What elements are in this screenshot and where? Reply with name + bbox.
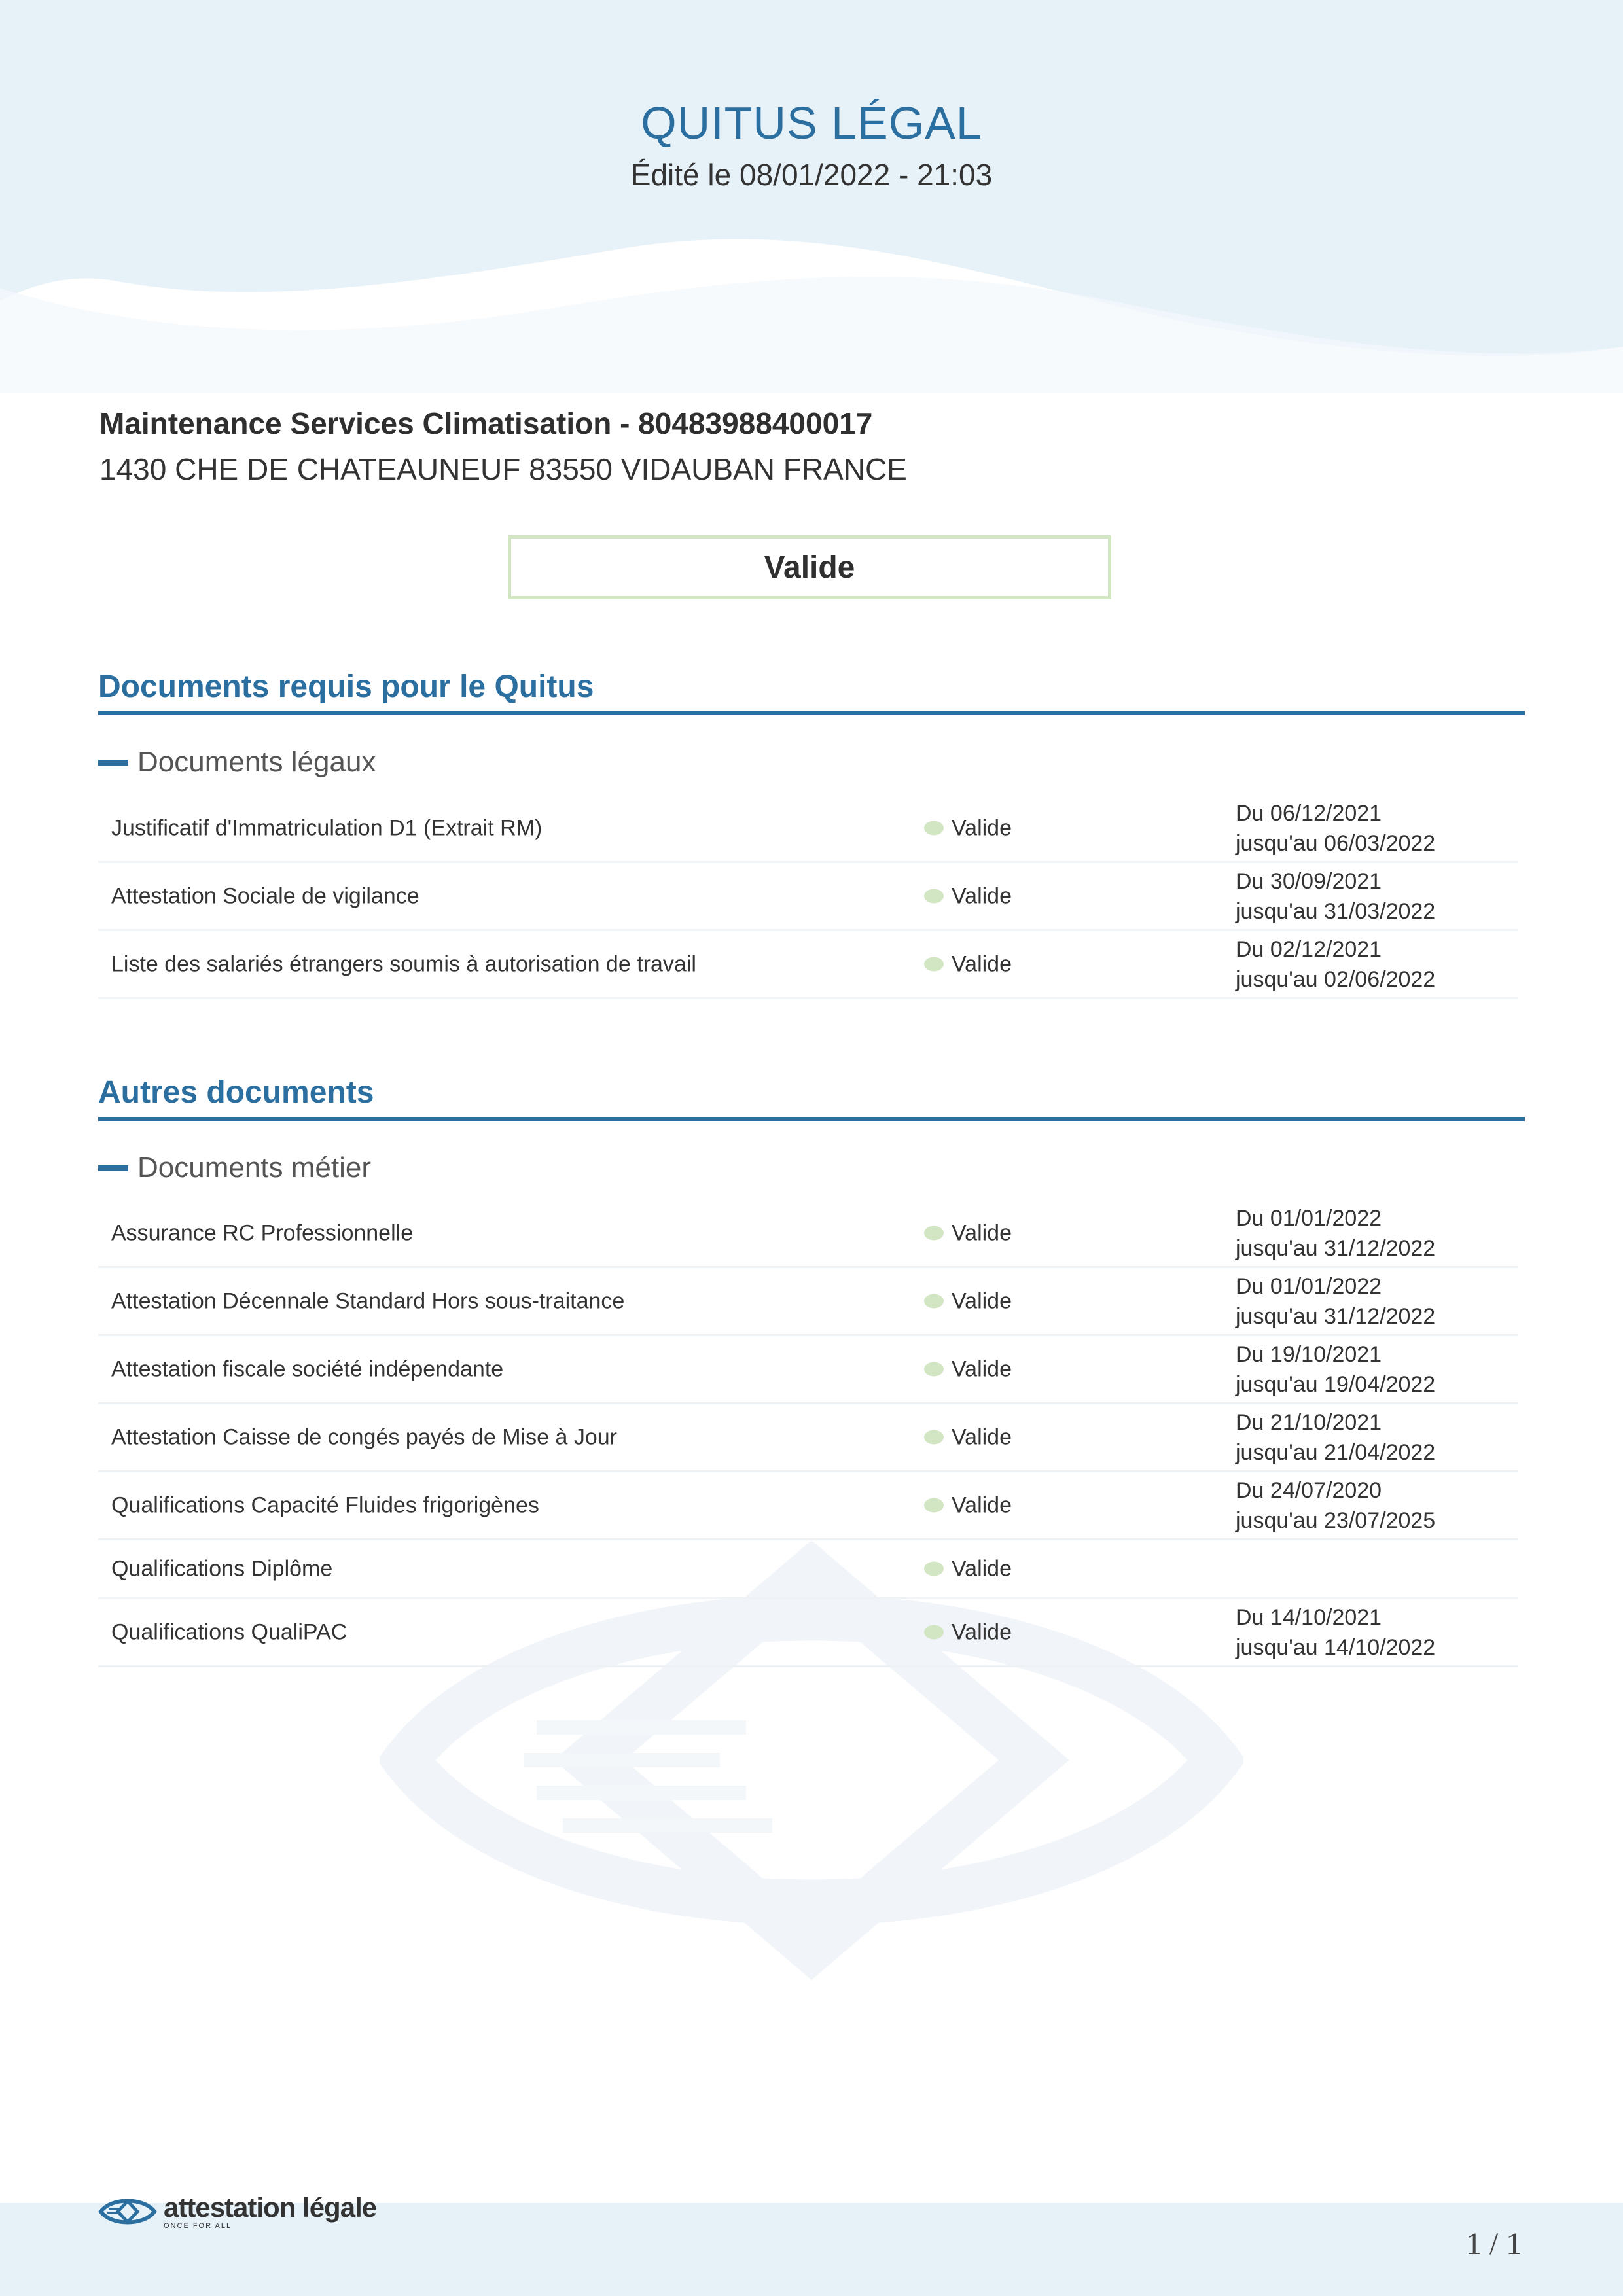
group-dash bbox=[98, 760, 128, 766]
group-title-business bbox=[98, 1152, 371, 1184]
valid-from: Du 01/01/2022 bbox=[1236, 1205, 1382, 1231]
table-row bbox=[98, 1336, 1518, 1404]
status-label: Valide bbox=[952, 883, 1012, 908]
company-name: Maintenance Services Climatisation - 80483988400017 bbox=[99, 406, 873, 440]
status-dot-icon bbox=[924, 889, 944, 904]
table-row bbox=[98, 1268, 1518, 1336]
status-dot-icon bbox=[924, 821, 944, 836]
status-dot-icon bbox=[924, 1430, 944, 1445]
document-status bbox=[924, 883, 1012, 909]
status-label: Valide bbox=[952, 1556, 1012, 1581]
document-name: Qualifications Diplôme bbox=[111, 1556, 333, 1581]
document-status bbox=[924, 1356, 1012, 1382]
valid-to: jusqu'au 21/04/2022 bbox=[1236, 1439, 1436, 1465]
section-divider bbox=[98, 711, 1525, 715]
document-status bbox=[924, 1220, 1012, 1246]
validity-dates bbox=[1236, 1203, 1435, 1263]
validity-dates bbox=[1236, 1602, 1435, 1663]
document-name: Attestation fiscale société indépendante bbox=[111, 1356, 504, 1381]
document-name: Attestation Caisse de congés payés de Mise à Jour bbox=[111, 1424, 617, 1449]
document-title: QUITUS LÉGAL bbox=[641, 97, 982, 149]
status-dot-icon bbox=[924, 1562, 944, 1576]
status-label: Valide bbox=[952, 1288, 1012, 1313]
status-dot-icon bbox=[924, 1226, 944, 1241]
validity-dates bbox=[1236, 1339, 1435, 1400]
company-address: 1430 CHE DE CHATEAUNEUF 83550 VIDAUBAN FRANCE bbox=[99, 452, 907, 486]
valid-to: jusqu'au 31/12/2022 bbox=[1236, 1303, 1436, 1329]
table-row bbox=[98, 1599, 1518, 1667]
valid-from: Du 21/10/2021 bbox=[1236, 1409, 1382, 1435]
document-name: Assurance RC Professionnelle bbox=[111, 1220, 414, 1245]
status-dot-icon bbox=[924, 1625, 944, 1640]
valid-from: Du 01/01/2022 bbox=[1236, 1273, 1382, 1299]
group-title-label: Documents légaux bbox=[137, 746, 376, 778]
document-status bbox=[924, 1288, 1012, 1314]
document-name: Justificatif d'Immatriculation D1 (Extrait RM) bbox=[111, 815, 543, 840]
status-dot-icon bbox=[924, 1498, 944, 1513]
section-title-required: Documents requis pour le Quitus bbox=[98, 669, 594, 704]
document-name: Attestation Décennale Standard Hors sous-traitance bbox=[111, 1288, 625, 1313]
document-status bbox=[924, 951, 1012, 977]
logo-text bbox=[164, 2193, 376, 2230]
edited-date: Édité le 08/01/2022 - 21:03 bbox=[630, 158, 993, 192]
document-status bbox=[924, 1492, 1012, 1518]
status-label: Valide bbox=[952, 951, 1012, 976]
logo-eye-icon bbox=[98, 2193, 157, 2230]
table-row bbox=[98, 795, 1518, 863]
logo-name: attestation légale bbox=[164, 2192, 377, 2223]
validity-dates bbox=[1236, 1271, 1435, 1332]
table-row bbox=[98, 931, 1518, 999]
table-row bbox=[98, 1404, 1518, 1472]
status-label: Valide bbox=[952, 1424, 1012, 1449]
table-row bbox=[98, 1540, 1518, 1599]
section-title-other: Autres documents bbox=[98, 1075, 374, 1110]
validity-dates bbox=[1236, 798, 1435, 858]
valid-from: Du 06/12/2021 bbox=[1236, 800, 1382, 826]
section-divider bbox=[98, 1117, 1525, 1121]
valid-from: Du 30/09/2021 bbox=[1236, 868, 1382, 894]
status-label: Valide bbox=[952, 1492, 1012, 1517]
status-dot-icon bbox=[924, 957, 944, 972]
status-label: Valide bbox=[952, 1619, 1012, 1644]
overall-status-box bbox=[508, 535, 1111, 599]
page-number: 1 / 1 bbox=[1466, 2227, 1522, 2261]
group-title-legal bbox=[98, 746, 376, 779]
valid-to: jusqu'au 23/07/2025 bbox=[1236, 1508, 1436, 1533]
overall-status-label: Valide bbox=[764, 550, 855, 585]
valid-to: jusqu'au 31/03/2022 bbox=[1236, 898, 1436, 924]
status-label: Valide bbox=[952, 815, 1012, 840]
valid-from: Du 19/10/2021 bbox=[1236, 1341, 1382, 1367]
document-name: Attestation Sociale de vigilance bbox=[111, 883, 419, 908]
document-name: Qualifications Capacité Fluides frigorigènes bbox=[111, 1492, 539, 1517]
attestation-legale-logo bbox=[98, 2193, 376, 2230]
document-status bbox=[924, 815, 1012, 841]
validity-dates bbox=[1236, 1407, 1435, 1468]
group-dash bbox=[98, 1165, 128, 1171]
valid-to: jusqu'au 02/06/2022 bbox=[1236, 966, 1436, 992]
valid-from: Du 14/10/2021 bbox=[1236, 1604, 1382, 1630]
validity-dates bbox=[1236, 866, 1435, 927]
business-documents-table bbox=[98, 1200, 1518, 1667]
validity-dates bbox=[1236, 934, 1435, 995]
document-name: Qualifications QualiPAC bbox=[111, 1619, 348, 1644]
table-row bbox=[98, 1472, 1518, 1540]
valid-to: jusqu'au 06/03/2022 bbox=[1236, 830, 1436, 856]
status-label: Valide bbox=[952, 1220, 1012, 1245]
document-status bbox=[924, 1556, 1012, 1581]
status-label: Valide bbox=[952, 1356, 1012, 1381]
status-dot-icon bbox=[924, 1294, 944, 1309]
table-row bbox=[98, 863, 1518, 931]
logo-tagline: ONCE FOR ALL bbox=[164, 2222, 232, 2230]
status-dot-icon bbox=[924, 1362, 944, 1377]
document-status bbox=[924, 1619, 1012, 1645]
valid-from: Du 02/12/2021 bbox=[1236, 936, 1382, 962]
legal-documents-table bbox=[98, 795, 1518, 999]
document-status bbox=[924, 1424, 1012, 1450]
document-name: Liste des salariés étrangers soumis à autorisation de travail bbox=[111, 951, 696, 976]
group-title-label: Documents métier bbox=[137, 1152, 372, 1184]
valid-to: jusqu'au 31/12/2022 bbox=[1236, 1235, 1436, 1261]
valid-to: jusqu'au 14/10/2022 bbox=[1236, 1634, 1436, 1660]
valid-to: jusqu'au 19/04/2022 bbox=[1236, 1371, 1436, 1397]
table-row bbox=[98, 1200, 1518, 1268]
validity-dates bbox=[1236, 1475, 1435, 1536]
valid-from: Du 24/07/2020 bbox=[1236, 1477, 1382, 1503]
header-wave-background bbox=[0, 0, 1623, 393]
